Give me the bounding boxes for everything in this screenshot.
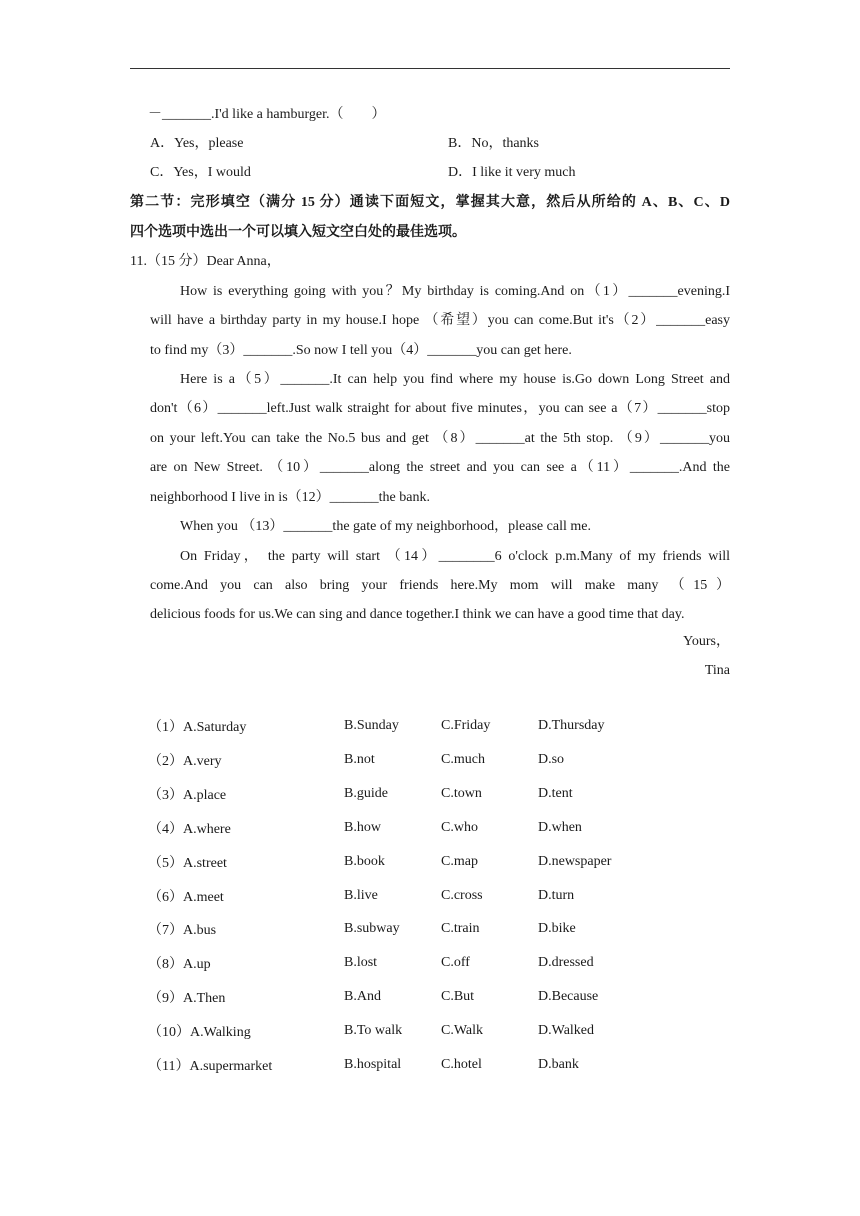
choice-option-d: D.Walked <box>538 1023 595 1038</box>
choice-option-c: C.map <box>441 854 478 869</box>
choice-option-b: B.And <box>344 989 381 1004</box>
letter-signature: Tina <box>704 663 730 678</box>
choice-option-a: （9）A.Then <box>148 991 226 1006</box>
choice-row <box>0 853 860 871</box>
choice-option-a: （11）A.supermarket <box>148 1059 273 1074</box>
choice-option-d: D.bike <box>538 921 576 936</box>
choice-option-b: B.how <box>344 820 381 835</box>
choice-option-a: （4）A.where <box>148 822 231 837</box>
passage-line: On Friday， the party will start （14）________6 o'clock p.m.Many of my friends will <box>180 549 730 564</box>
choice-option-c: C.Walk <box>441 1023 484 1038</box>
choice-row <box>0 887 860 905</box>
choice-row <box>0 988 860 1006</box>
passage-line: When you （13）_______the gate of my neighborhood，please call me. <box>180 519 591 534</box>
choice-option-a: （2）A.very <box>148 754 222 769</box>
choice-option-c: C.But <box>441 989 475 1004</box>
prev-question-stem: －_______.I'd like a hamburger.（ ） <box>148 107 386 122</box>
choice-option-b: B.subway <box>344 921 400 936</box>
choice-option-b: B.guide <box>344 786 388 801</box>
prev-option-b: B．No，thanks <box>448 136 539 151</box>
passage-line: come.And you can also bring your friends here.My mom will make many （15） <box>150 578 730 593</box>
choice-option-b: B.hospital <box>344 1057 402 1072</box>
choice-option-a: （5）A.street <box>148 856 227 871</box>
letter-closing: Yours， <box>683 634 730 649</box>
choice-option-d: D.tent <box>538 786 573 801</box>
choice-option-d: D.so <box>538 752 565 767</box>
prev-option-c: C．Yes，I would <box>150 165 251 180</box>
passage-line: are on New Street. （10）_______along the street and you can see a（11）_______.And the <box>150 460 730 475</box>
choice-option-c: C.Friday <box>441 718 491 733</box>
passage-line: delicious foods for us.We can sing and dance together.I think we can have a good time that day. <box>150 607 685 622</box>
choice-option-b: B.To walk <box>344 1023 403 1038</box>
choice-row <box>0 1022 860 1040</box>
prev-option-d: D．I like it very much <box>448 165 576 180</box>
question-header: 11.（15 分）Dear Anna， <box>130 254 281 269</box>
choice-option-b: B.live <box>344 888 378 903</box>
choice-option-b: B.lost <box>344 955 378 970</box>
choice-option-c: C.town <box>441 786 482 801</box>
choice-row <box>0 785 860 803</box>
choice-option-a: （3）A.place <box>148 788 227 803</box>
choice-option-b: B.not <box>344 752 375 767</box>
choice-option-c: C.train <box>441 921 480 936</box>
passage-line: to find my（3）_______.So now I tell you（4）_______you can get here. <box>150 343 572 358</box>
choice-option-c: C.much <box>441 752 485 767</box>
choice-option-b: B.Sunday <box>344 718 399 733</box>
choice-option-a: （6）A.meet <box>148 890 224 905</box>
choice-option-d: D.Because <box>538 989 599 1004</box>
passage-line: Here is a（5）_______.It can help you find where my house is.Go down Long Street and <box>180 372 730 387</box>
choice-option-c: C.who <box>441 820 478 835</box>
choice-row <box>0 751 860 769</box>
passage-line: don't（6）_______left.Just walk straight for about five minutes，you can see a（7）_______stop <box>150 401 730 416</box>
prev-option-a: A．Yes，please <box>150 136 244 151</box>
choice-row <box>0 920 860 938</box>
choice-row <box>0 954 860 972</box>
choice-option-d: D.dressed <box>538 955 594 970</box>
section-instruction-line1: 第二节：完形填空（满分 15 分）通读下面短文，掌握其大意，然后从所给的 A、B、C、D <box>130 195 730 210</box>
choice-option-d: D.Thursday <box>538 718 605 733</box>
choice-option-d: D.turn <box>538 888 575 903</box>
choice-row <box>0 819 860 837</box>
choice-option-c: C.off <box>441 955 470 970</box>
choice-option-c: C.hotel <box>441 1057 482 1072</box>
choice-row <box>0 1056 860 1074</box>
passage-line: on your left.You can take the No.5 bus and get （8）_______at the 5th stop. （9）_______you <box>150 431 730 446</box>
header-rule <box>130 68 730 69</box>
choice-option-a: （8）A.up <box>148 957 211 972</box>
choice-row <box>0 717 860 735</box>
passage-line: neighborhood I live in is（12）_______the bank. <box>150 490 430 505</box>
section-instruction-line2: 四个选项中选出一个可以填入短文空白处的最佳选项。 <box>130 225 466 240</box>
passage-line: How is everything going with you？My birthday is coming.And on（1）_______evening.I <box>180 284 730 299</box>
choice-option-d: D.bank <box>538 1057 579 1072</box>
passage-line: will have a birthday party in my house.I hope （希望）you can come.But it's（2）_______easy <box>150 313 730 328</box>
choice-option-a: （10）A.Walking <box>148 1025 251 1040</box>
choice-option-c: C.cross <box>441 888 483 903</box>
choice-option-a: （1）A.Saturday <box>148 720 247 735</box>
choice-option-b: B.book <box>344 854 385 869</box>
choice-option-a: （7）A.bus <box>148 923 217 938</box>
choice-option-d: D.newspaper <box>538 854 612 869</box>
choice-option-d: D.when <box>538 820 582 835</box>
